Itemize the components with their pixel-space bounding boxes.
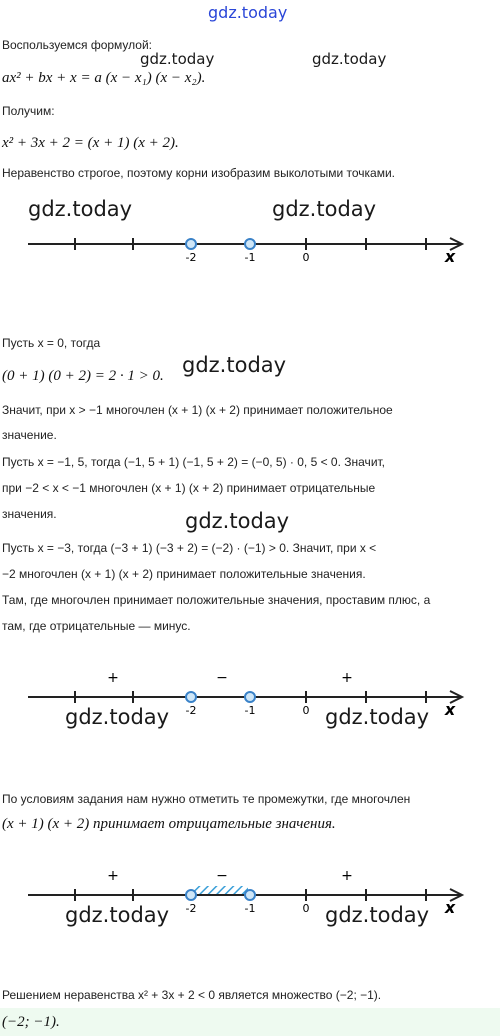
paragraph: значения. bbox=[2, 507, 57, 521]
paragraph: Пусть x = 0, тогда bbox=[2, 336, 101, 350]
solution-text: Решением неравенства x² + 3x + 2 < 0 является множество (−2; −1). bbox=[2, 988, 382, 1002]
tick-label: -1 bbox=[244, 704, 256, 717]
paragraph: Значит, при x > −1 многочлен (x + 1) (x + 2) принимает положительное bbox=[2, 403, 393, 417]
paragraph: Воспользуемся формулой: bbox=[2, 38, 153, 52]
sign-label: − bbox=[216, 868, 228, 884]
watermark: gdz.today bbox=[325, 903, 430, 927]
answer: (−2; −1). bbox=[2, 1014, 60, 1030]
paragraph: По условиям задания нам нужно отметить те промежутки, где многочлен bbox=[2, 792, 411, 806]
watermark: gdz.today bbox=[312, 50, 387, 68]
paragraph: Получим: bbox=[2, 104, 55, 118]
tick-label: -1 bbox=[244, 902, 256, 915]
axis-label: x bbox=[444, 898, 456, 917]
paragraph: значение. bbox=[2, 428, 57, 442]
sign-label: + bbox=[107, 868, 119, 884]
watermark: gdz.today bbox=[28, 197, 133, 221]
number-line-1 bbox=[0, 228, 500, 272]
tick-label: -2 bbox=[185, 704, 197, 717]
watermark: gdz.today bbox=[185, 509, 290, 533]
formula: x² + 3x + 2 = (x + 1) (x + 2). bbox=[2, 135, 179, 151]
watermark: gdz.today bbox=[65, 705, 170, 729]
watermark: gdz.today bbox=[325, 705, 430, 729]
watermark: gdz.today bbox=[182, 353, 287, 377]
axis-label: x bbox=[444, 247, 456, 266]
tick-label: 0 bbox=[302, 902, 310, 915]
sign-label: + bbox=[341, 670, 353, 686]
paragraph: −2 многочлен (x + 1) (x + 2) принимает положительные значения. bbox=[2, 567, 366, 581]
paragraph: Там, где многочлен принимает положительные значения, проставим плюс, а bbox=[2, 593, 431, 607]
paragraph: Неравенство строгое, поэтому корни изобразим выколотыми точками. bbox=[2, 166, 395, 180]
paragraph: (x + 1) (x + 2) принимает отрицательные значения. bbox=[2, 816, 336, 832]
sign-label: + bbox=[107, 670, 119, 686]
tick-label: 0 bbox=[302, 251, 310, 264]
watermark: gdz.today bbox=[65, 903, 170, 927]
sign-label: − bbox=[216, 670, 228, 686]
tick-label: -2 bbox=[185, 251, 197, 264]
watermark: gdz.today bbox=[272, 197, 377, 221]
tick-label: -1 bbox=[244, 251, 256, 264]
formula: (0 + 1) (0 + 2) = 2 · 1 > 0. bbox=[2, 368, 164, 384]
paragraph: Пусть x = −3, тогда (−3 + 1) (−3 + 2) = (−2) · (−1) > 0. Значит, при x < bbox=[2, 541, 377, 555]
watermark: gdz.today bbox=[140, 50, 215, 68]
formula: ax² + bx + x = a (x − x₁) (x − x₂). bbox=[2, 70, 206, 86]
sign-label: + bbox=[341, 868, 353, 884]
tick-label: 0 bbox=[302, 704, 310, 717]
axis-label: x bbox=[444, 700, 456, 719]
answer-box bbox=[0, 1008, 500, 1036]
tick-label: -2 bbox=[185, 902, 197, 915]
paragraph: при −2 < x < −1 многочлен (x + 1) (x + 2) принимает отрицательные bbox=[2, 481, 376, 495]
hatched-interval bbox=[193, 886, 248, 895]
watermark-top: gdz.today bbox=[208, 3, 288, 22]
paragraph: там, где отрицательные — минус. bbox=[2, 619, 191, 633]
paragraph: Пусть x = −1, 5, тогда (−1, 5 + 1) (−1, 5 + 2) = (−0, 5) · 0, 5 < 0. Значит, bbox=[2, 455, 386, 469]
